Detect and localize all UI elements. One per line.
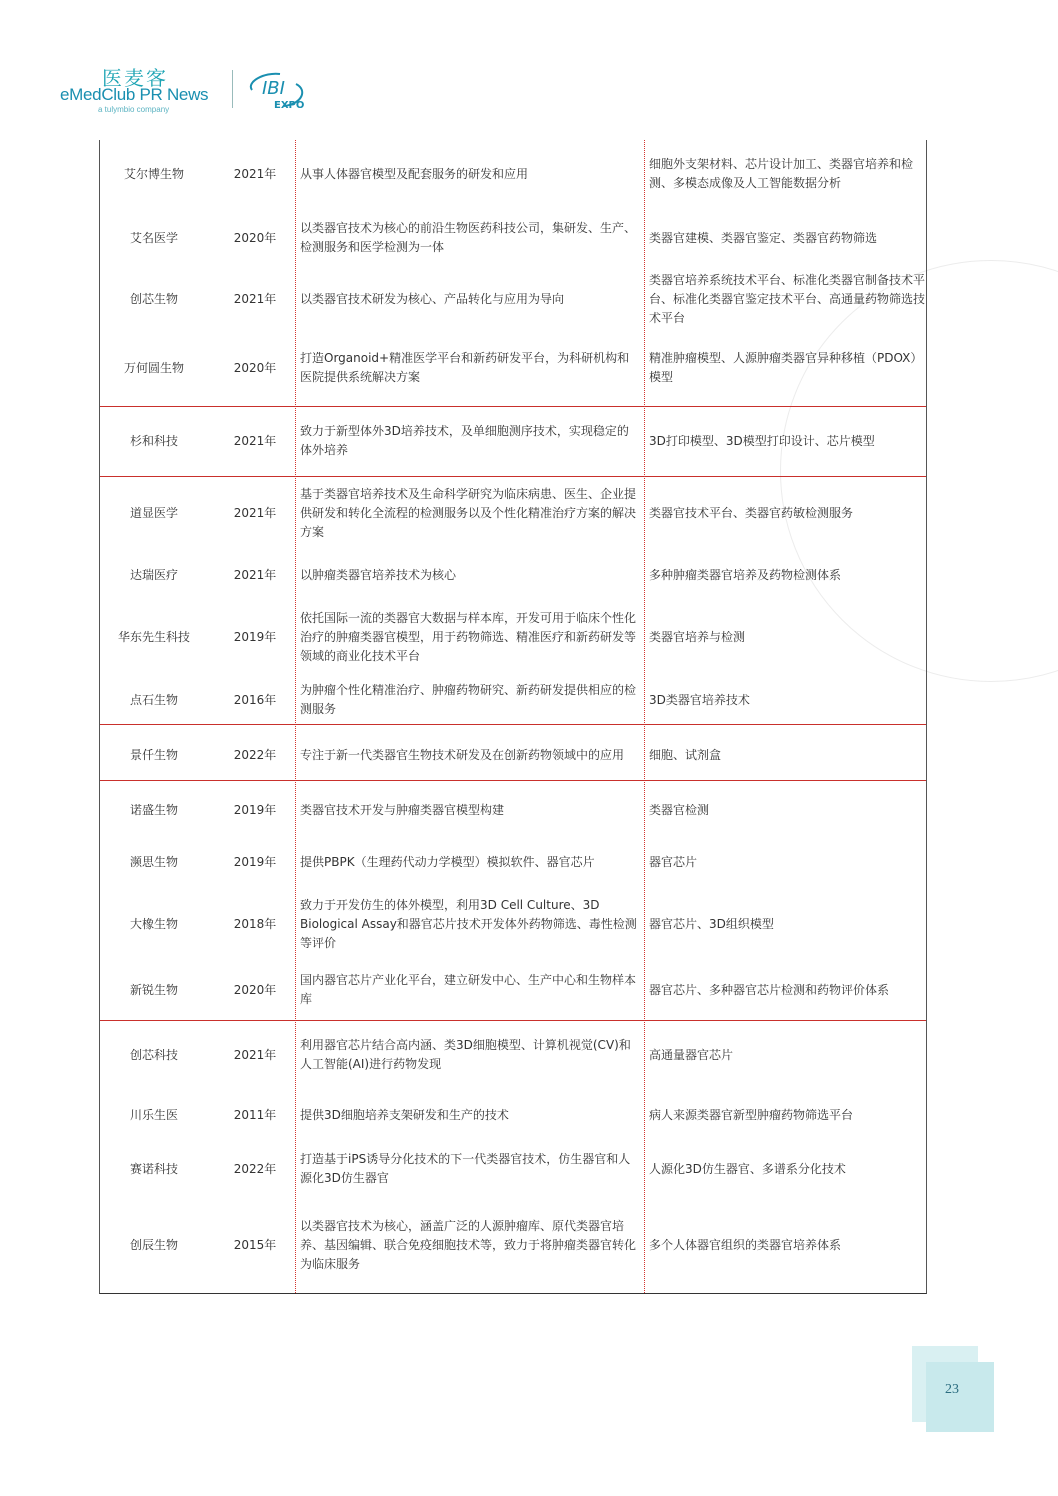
company-name: 艾尔博生物 <box>123 166 184 181</box>
core-technology: 类器官建模、类器官鉴定、类器官药物筛选 <box>649 230 878 245</box>
table-row <box>100 1020 926 1090</box>
row-separator <box>100 1020 926 1021</box>
company-description: 专注于新一代类器官生物技术研发及在创新药物领域中的应用 <box>300 747 625 762</box>
company-name: 道显医学 <box>129 505 178 520</box>
company-name: 大橡生物 <box>129 916 178 931</box>
company-description: 以类器官技术研发为核心、产品转化与应用为导向 <box>300 291 565 306</box>
core-technology: 多种肿瘤类器官培养及药物检测体系 <box>649 567 842 582</box>
logo-chinese-name: 医麦客 <box>102 66 168 90</box>
founded-year: 2021年 <box>233 291 277 306</box>
core-technology: 类器官培养与检测 <box>649 629 746 644</box>
company-description: 以肿瘤类器官培养技术为核心 <box>300 567 457 582</box>
founded-year: 2011年 <box>233 1107 277 1122</box>
core-technology: 细胞、试剂盒 <box>649 747 722 762</box>
company-description: 提供PBPK（生理药代动力学模型）模拟软件、器官芯片 <box>300 854 595 869</box>
expo-name: IBI <box>262 78 285 99</box>
company-description: 利用器官芯片结合高内涵、类3D细胞模型、计算机视觉(CV)和人工智能(AI)进行药物发现 <box>300 1038 631 1071</box>
founded-year: 2019年 <box>233 629 277 644</box>
founded-year: 2016年 <box>233 692 277 707</box>
logo-divider <box>232 70 233 108</box>
core-technology: 类器官技术平台、类器官药敏检测服务 <box>649 505 854 520</box>
row-separator <box>100 780 926 781</box>
company-name: 濒思生物 <box>129 854 178 869</box>
table-row <box>100 406 926 476</box>
company-name: 艾名医学 <box>129 230 178 245</box>
core-technology: 器官芯片、3D组织模型 <box>649 916 774 931</box>
company-name: 赛诺科技 <box>129 1161 178 1176</box>
company-name: 创芯生物 <box>129 291 178 306</box>
company-description: 以类器官技术为核心，涵盖广泛的人源肿瘤库、原代类器官培养、基因编辑、联合免疫细胞技术等，致力于将肿瘤类器官转化为临床服务 <box>300 1219 637 1271</box>
table-row <box>100 1140 926 1198</box>
core-technology: 类器官培养系统技术平台、标准化类器官制备技术平台、标准化类器官鉴定技术平台、高通量药物筛选技术平台 <box>649 272 926 325</box>
founded-year: 2021年 <box>233 1047 277 1062</box>
core-technology: 类器官检测 <box>649 802 710 817</box>
table-row <box>100 784 926 836</box>
founded-year: 2020年 <box>233 360 277 375</box>
company-description: 打造Organoid+精准医学平台和新药研发平台，为科研机构和医院提供系统解决方案 <box>300 351 630 384</box>
core-technology: 病人来源类器官新型肿瘤药物筛选平台 <box>649 1107 854 1122</box>
founded-year: 2020年 <box>233 230 277 245</box>
table-row <box>100 1198 926 1293</box>
company-name: 新锐生物 <box>129 982 178 997</box>
company-description: 致力于新型体外3D培养技术，及单细胞测序技术，实现稳定的体外培养 <box>300 424 629 457</box>
core-technology: 器官芯片、多种器官芯片检测和药物评价体系 <box>649 982 890 997</box>
table-row <box>100 888 926 960</box>
row-separator <box>100 724 926 725</box>
core-technology: 高通量器官芯片 <box>649 1047 734 1062</box>
company-description: 以类器官技术为核心的前沿生物医药科技公司，集研发、生产、检测服务和医学检测为一体 <box>300 221 637 254</box>
company-name: 创芯科技 <box>129 1047 178 1062</box>
table-row <box>100 476 926 550</box>
core-technology: 3D打印模型、3D模型打印设计、芯片模型 <box>649 433 875 448</box>
table-row <box>100 330 926 406</box>
company-description: 从事人体器官模型及配套服务的研发和应用 <box>300 166 529 181</box>
company-name: 创辰生物 <box>129 1238 178 1252</box>
core-technology: 多个人体器官组织的类器官培养体系 <box>649 1238 842 1252</box>
table-row <box>100 674 926 726</box>
founded-year: 2022年 <box>233 747 277 762</box>
core-technology: 3D类器官培养技术 <box>649 692 750 707</box>
table-row <box>100 600 926 674</box>
company-name: 华东先生科技 <box>117 629 190 644</box>
company-name: 杉和科技 <box>129 433 178 448</box>
core-technology: 人源化3D仿生器官、多谱系分化技术 <box>649 1161 846 1176</box>
company-description: 提供3D细胞培养支架研发和生产的技术 <box>300 1107 509 1122</box>
page-number: 23 <box>945 1382 959 1397</box>
company-name: 万何圆生物 <box>123 360 184 375</box>
company-description: 为肿瘤个性化精准治疗、肿瘤药物研究、新药研发提供相应的检测服务 <box>300 683 637 716</box>
table-row <box>100 550 926 600</box>
table-row <box>100 1090 926 1140</box>
logo-english-name: eMedClub PR News <box>60 85 209 104</box>
row-separator <box>100 476 926 477</box>
expo-sub: EXPO <box>274 100 305 111</box>
table-row <box>100 726 926 784</box>
company-description: 国内器官芯片产业化平台，建立研发中心、生产中心和生物样本库 <box>300 973 637 1006</box>
founded-year: 2020年 <box>233 982 277 997</box>
core-technology: 精准肿瘤模型、人源肿瘤类器官异种移植（PDOX）模型 <box>649 351 923 384</box>
founded-year: 2019年 <box>233 854 277 869</box>
company-description: 致力于开发仿生的体外模型，利用3D Cell Culture、3D Biological Assay和器官芯片技术开发体外药物筛选、毒性检测等评价 <box>300 897 637 950</box>
founded-year: 2019年 <box>233 802 277 817</box>
company-name: 川乐生医 <box>129 1107 178 1122</box>
founded-year: 2022年 <box>233 1161 277 1176</box>
company-name: 达瑞医疗 <box>129 567 178 582</box>
core-technology: 器官芯片 <box>649 854 698 869</box>
founded-year: 2021年 <box>233 567 277 582</box>
core-technology: 细胞外支架材料、芯片设计加工、类器官培养和检测、多模态成像及人工智能数据分析 <box>649 157 914 190</box>
founded-year: 2021年 <box>233 166 277 181</box>
table-row <box>100 960 926 1020</box>
founded-year: 2015年 <box>233 1238 277 1252</box>
company-description: 类器官技术开发与肿瘤类器官模型构建 <box>300 802 505 817</box>
company-description: 依托国际一流的类器官大数据与样本库，开发可用于临床个性化治疗的肿瘤类器官模型，用于药物筛选、精准医疗和新药研发等领域的商业化技术平台 <box>300 610 637 663</box>
company-description: 打造基于iPS诱导分化技术的下一代类器官技术，仿生器官和人源化3D仿生器官 <box>300 1152 631 1185</box>
company-name: 景仟生物 <box>129 747 178 762</box>
logo-tagline: a tulymbio company <box>98 105 170 114</box>
table-row <box>100 268 926 330</box>
company-name: 点石生物 <box>129 692 178 707</box>
header <box>60 62 360 122</box>
founded-year: 2021年 <box>233 505 277 520</box>
ibi-expo-logo <box>244 68 308 112</box>
founded-year: 2021年 <box>233 433 277 448</box>
founded-year: 2018年 <box>233 916 277 931</box>
table-row <box>100 208 926 268</box>
row-separator <box>100 406 926 407</box>
company-table <box>99 140 927 1294</box>
table-row <box>100 836 926 888</box>
company-name: 诺盛生物 <box>129 802 178 817</box>
company-description: 基于类器官培养技术及生命科学研究为临床病患、医生、企业提供研发和转化全流程的检测服务以及个性化精准治疗方案的解决方案 <box>300 486 637 539</box>
table-row <box>100 140 926 208</box>
